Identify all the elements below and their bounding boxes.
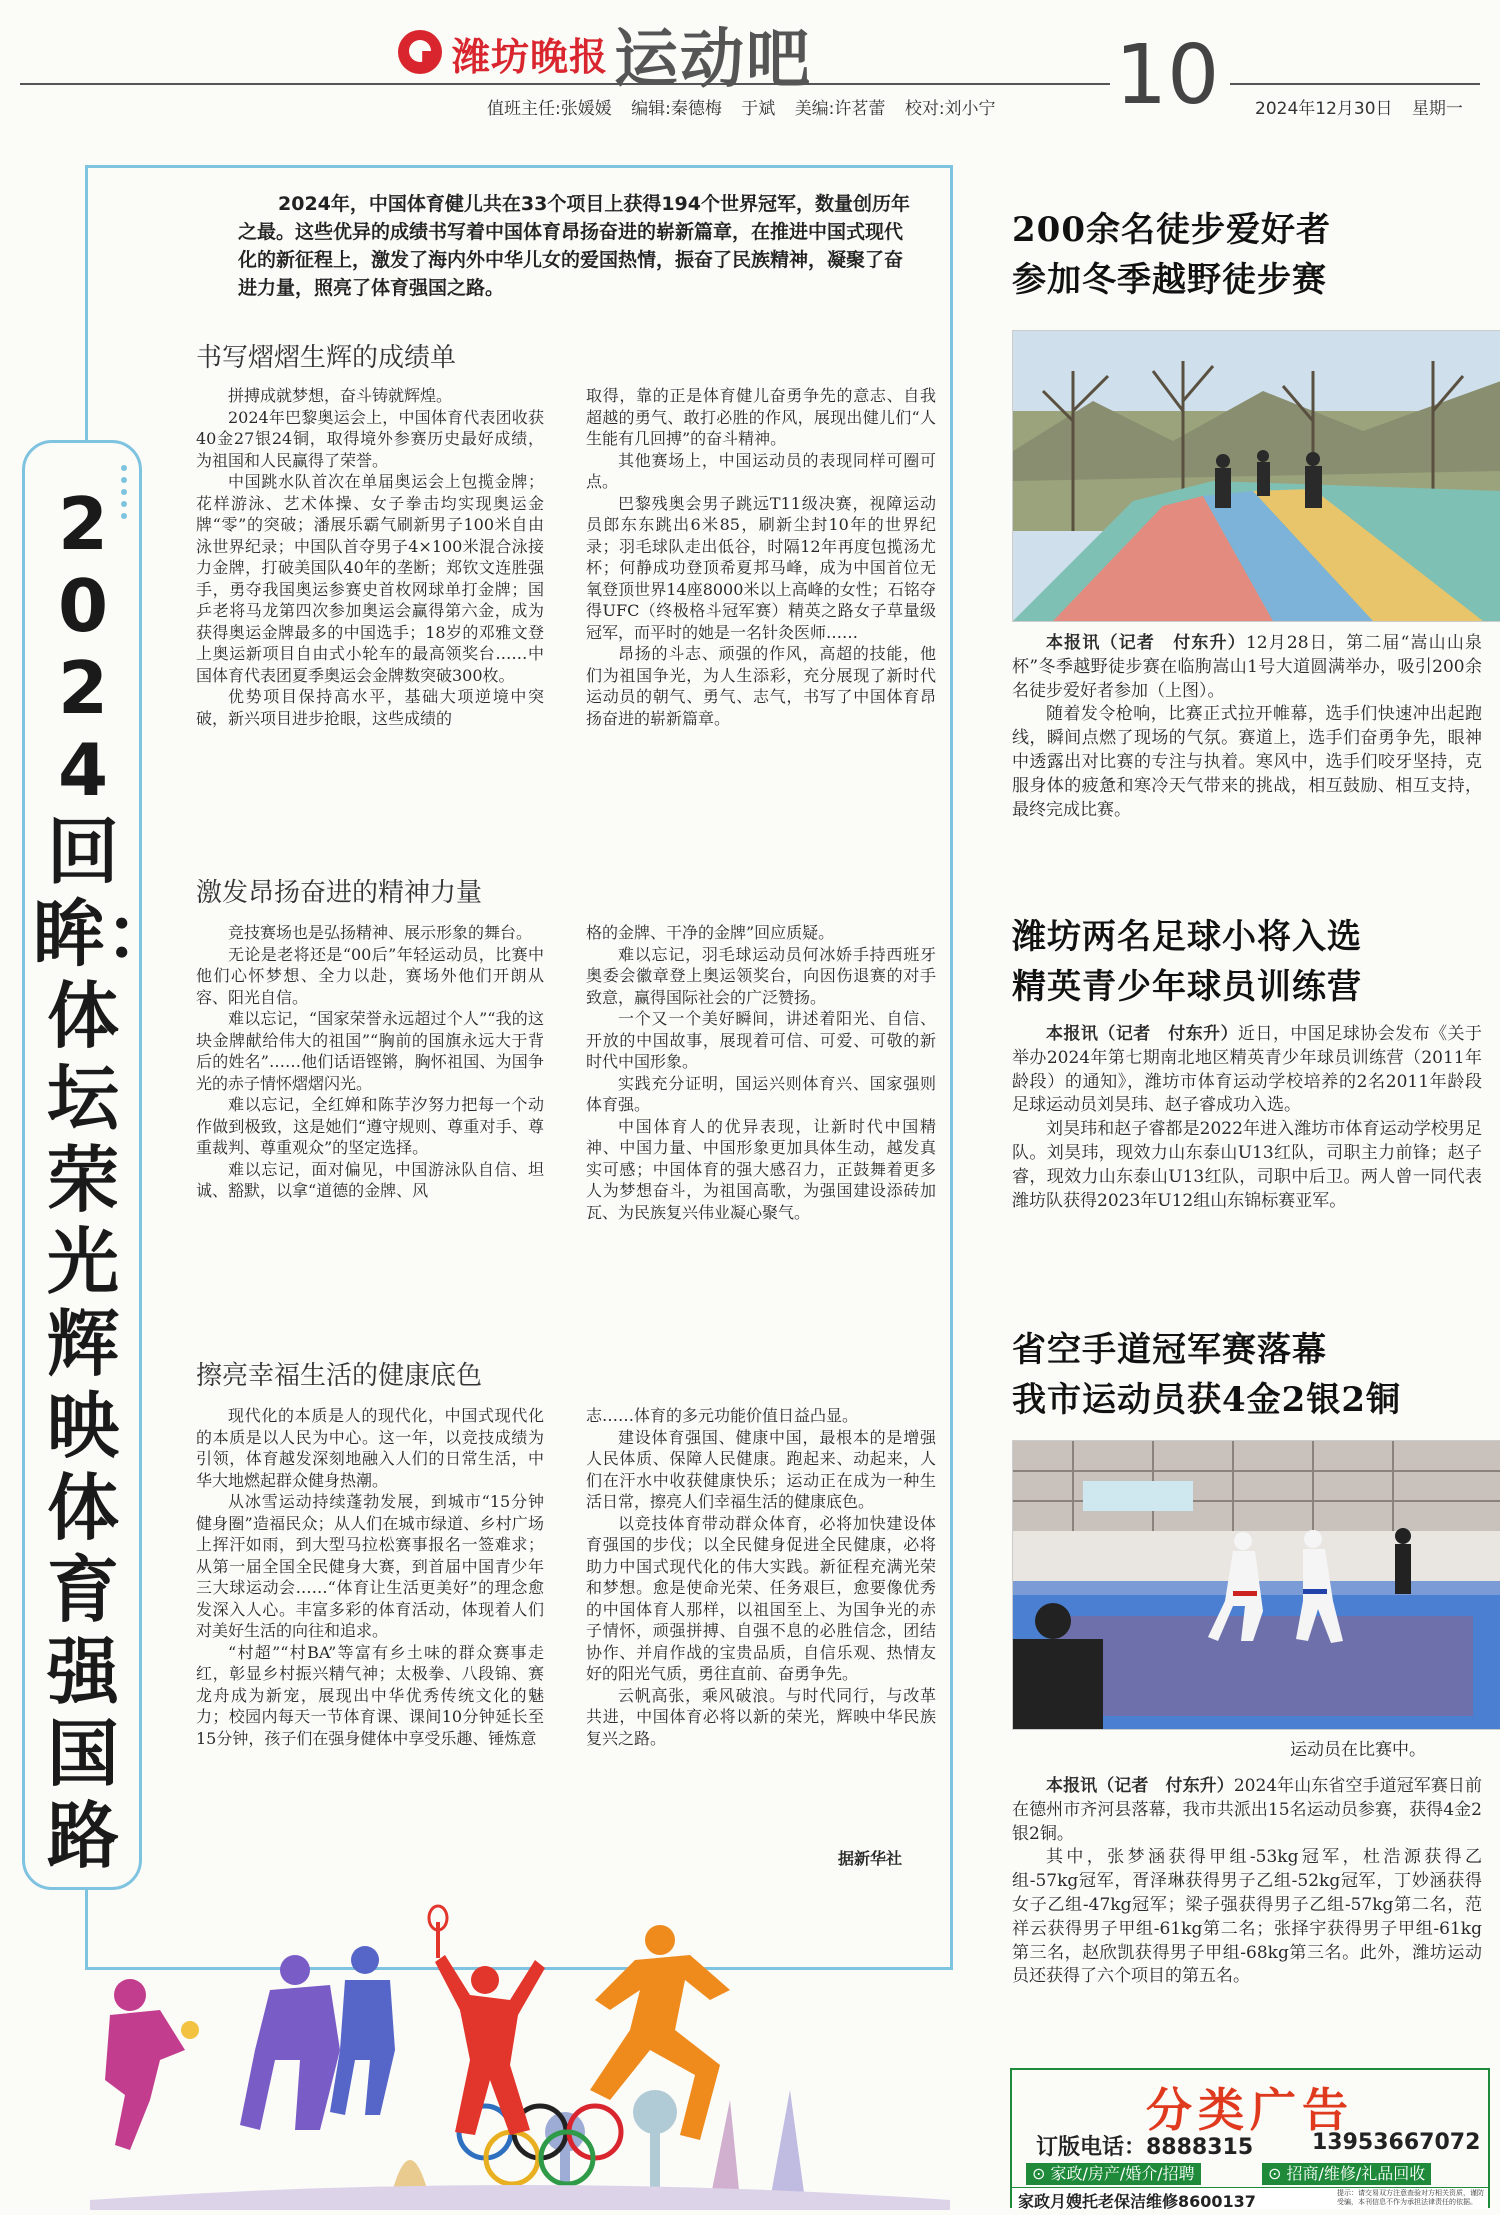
paragraph: 中国跳水队首次在单届奥运会上包揽金牌；花样游泳、艺术体操、女子拳击均实现奥运金牌“零”的突破；潘展乐霸气刷新男子100米自由泳世界纪录；中国队首夺男子4×100米混合泳接力金牌，打破美国队40年的垄断；郑钦文连胜强手，勇夺我国奥运参赛史首枚网球单打金牌；国乒老将马龙第四次参加奥运会赢得第六金，成为获得奥运金牌最多的中国选手；18岁的邓雅文登上奥运新项目自由式小轮车的最高领奖台……中国体育代表团夏季奥运会金牌数突破300枚。 [196, 472, 544, 685]
credit-duty: 值班主任:张媛媛 [487, 99, 612, 119]
ad-category-left: ⊙ 家政/房产/婚介/招聘 [1026, 2163, 1201, 2185]
masthead-rule [20, 83, 1110, 85]
paragraph: 无论是老将还是“00后”年轻运动员，比赛中他们心怀梦想、全力以赴，赛场外他们开朗从容、阳光自信。 [196, 944, 544, 1007]
masthead-rule-right [1230, 83, 1480, 85]
credit-editor-2: 于斌 [741, 99, 776, 119]
paragraph-text: 2024年山东省空手道冠军赛日前在德州市齐河县落幕，我市共派出15名运动员参赛，获得4金2银2铜。 [1012, 1776, 1483, 1844]
credit-editor: 编辑:秦德梅 [631, 99, 722, 119]
section-2-left-column [196, 922, 544, 1202]
paragraph: 取得，靠的正是体育健儿奋勇争先的意志、自我超越的勇气、敢打必胜的作风，展现出健儿们“人生能有几回搏”的奋斗精神。 [586, 386, 936, 448]
paragraph [1012, 1023, 1482, 1118]
paragraph: 昂扬的斗志、顽强的作风，高超的技能，他们为祖国争光，为人生添彩，充分展现了新时代运动员的朝气、勇气、志气，书写了中国体育昂扬奋进的崭新篇章。 [586, 644, 936, 728]
section-1-subtitle: 书写熠熠生辉的成绩单 [196, 343, 457, 373]
section-1-right-column [586, 385, 936, 729]
paragraph: 现代化的本质是人的现代化，中国式现代化的本质是以人民为中心。这一年，以竞技成绩为引领，体育越发深刻地融入人们的日常生活，中华大地燃起群众健身热潮。 [196, 1406, 544, 1490]
staff-credits [487, 94, 1010, 119]
section-3-subtitle: 擦亮幸福生活的健康底色 [196, 1361, 483, 1391]
karate-match-photo [1012, 1440, 1500, 1730]
weekday-text: 星期一 [1411, 99, 1463, 119]
hiking-race-photo [1012, 330, 1500, 622]
article2-body [1012, 1023, 1482, 1213]
headline-line: 潍坊两名足球小将入选 [1012, 917, 1362, 957]
paragraph: 志……体育的多元功能价值日益凸显。 [586, 1406, 859, 1425]
byline: 本报讯（记者 付东升） [1046, 1024, 1239, 1044]
ad-category-right-text: 招商/维修/礼品回收 [1286, 2164, 1426, 2183]
paragraph: 难以忘记，“国家荣誉永远超过个人”“我的这块金牌献给伟大的祖国”“胸前的国旗永远大于背后的姓名”……他们话语铿锵，胸怀祖国、为国争光的赤子情怀熠熠闪光。 [196, 1009, 544, 1093]
paragraph: 云帆高张，乘风破浪。与时代同行，与改革共进，中国体育必将以新的荣光，辉映中华民族复兴之路。 [586, 1685, 936, 1748]
paragraph: 建设体育强国、健康中国，最根本的是增强人民体质、保障人民健康。跑起来、动起来，人们在汗水中收获健康快乐；运动正在成为一种生活日常，擦亮人们幸福生活的健康底色。 [586, 1427, 936, 1511]
feature-title: 2024回眸：体坛荣光辉映体育强国路 [33, 482, 178, 1878]
paragraph [1012, 632, 1482, 703]
issue-date [1255, 94, 1477, 119]
headline-line: 精英青少年球员训练营 [1012, 967, 1362, 1007]
paragraph: 实践充分证明，国运兴则体育兴、国家强则体育强。 [586, 1073, 936, 1114]
ad-title: 分类广告 [1146, 2083, 1354, 2137]
byline: 本报讯（记者 付东升） [1046, 1776, 1234, 1796]
ad-phone-label: 订版电话：8888315 [1036, 2135, 1254, 2160]
paragraph: 其他赛场上，中国运动员的表现同样可圈可点。 [586, 450, 936, 491]
paragraph-text: 12月28日，第二届“嵩山山泉杯”冬季越野徒步赛在临朐嵩山1号大道圆满举办，吸引200余名徒步爱好者参加（上图）。 [1012, 633, 1482, 701]
headline-line: 省空手道冠军赛落幕 [1012, 1330, 1327, 1370]
byline: 本报讯（记者 付东升） [1046, 633, 1246, 653]
ad-footer-text: 家政月嫂托老保洁维修8600137 [1018, 2192, 1256, 2211]
paragraph: 拼搏成就梦想，奋斗铸就辉煌。 [228, 386, 453, 405]
paragraph [1012, 1775, 1482, 1846]
article3-body [1012, 1775, 1482, 1989]
sports-silhouette-illustration [90, 1900, 950, 2210]
paragraph: 巴黎残奥会男子跳远T11级决赛，视障运动员郎东东跳出6米85，刷新尘封10年的世界纪录；羽毛球队走出低谷，时隔12年再度包揽汤尤杯；何静成功登顶希夏邦马峰，成为中国首位无氧登顶世界14座8000米以上高峰的女性；石铭夺得UFC（终极格斗冠军赛）精英之路女子草量级冠军，而平时的她是一名针灸医师…… [586, 493, 936, 642]
paragraph: 从冰雪运动持续蓬勃发展，到城市“15分钟健身圈”造福民众；从人们在城市绿道、乡村广场上挥汗如雨，到大型马拉松赛事报名一签难求；从第一届全国全民健身大赛，到首届中国青少年三大球运动会……“体育让生活更美好”的理念愈发深入人心。丰富多彩的体育活动，体现着人们对美好生活的向往和追求。 [196, 1492, 544, 1640]
paragraph: “村超”“村BA”等富有乡土味的群众赛事走红，彰显乡村振兴精气神；太极拳、八段锦、赛龙舟成为新宠，展现出中华优秀传统文化的魅力；校园内每天一节体育课、课间10分钟延长至15分钟，孩子们在强身健体中享受乐趣、锤炼意 [196, 1642, 544, 1748]
ad-disclaimer: 提示：请交易双方注意查验对方相关资质，谨防受骗，本刊信息不作为承担法律责任的依据。 [1337, 2189, 1484, 2206]
section-3-right-column [586, 1405, 936, 1749]
classified-ad-box [1010, 2068, 1490, 2211]
page-number: 10 [1115, 28, 1220, 123]
article1-body [1012, 632, 1482, 822]
credit-proofreader: 校对:刘小宁 [904, 99, 996, 119]
photo-caption: 运动员在比赛中。 [1290, 1740, 1426, 1760]
paragraph: 难以忘记，全红婵和陈芋汐努力把每一个动作做到极致，这是她们“遵守规则、尊重对手、尊重裁判、尊重观众”的坚定选择。 [196, 1095, 544, 1157]
section-2-subtitle: 激发昂扬奋进的精神力量 [196, 878, 483, 908]
paragraph: 以竞技体育带动群众体育，必将加快建设体育强国的步伐；以全民健身促进全民健康，必将助力中国式现代化的伟大实践。新征程充满光荣和梦想。愈是使命光荣、任务艰巨，愈要像优秀的中国体育人那样，以祖国至上、为国争光的赤子情怀，顽强拼搏、自强不息的必胜信念，团结协作、并肩作战的宝贵品质，自信乐观、热情友好的阳光气质，勇往直前、奋勇争先。 [586, 1513, 936, 1683]
paragraph: 难以忘记，面对偏见，中国游泳队自信、坦诚、豁默，以拿“道德的金牌、风 [196, 1159, 544, 1200]
paragraph: 优势项目保持高水平，基础大项逆境中突破，新兴项目进步抢眼，这些成绩的 [196, 687, 544, 728]
masthead [0, 0, 1500, 130]
feature-vertical-title-box [22, 440, 178, 1890]
paragraph: 竞技赛场也是弘扬精神、展示形象的舞台。 [228, 923, 533, 942]
credit-designer: 美编:许茗蕾 [794, 99, 886, 119]
ad-category-right: ⊙ 招商/维修/礼品回收 [1262, 2163, 1431, 2185]
paragraph: 难以忘记，羽毛球运动员何冰娇手持西班牙奥委会徽章登上奥运领奖台，向因伤退赛的对手致意，赢得国际社会的广泛赞扬。 [586, 944, 936, 1007]
article-source: 据新华社 [838, 1849, 903, 1868]
paragraph: 随着发令枪响，比赛正式拉开帷幕，选手们快速冲出起跑线，瞬间点燃了现场的气氛。赛道上，选手们奋勇争先，眼神中透露出对比赛的专注与执着。寒风中，选手们咬牙坚持，克服身体的疲惫和寒冷天气带来的挑战，相互鼓励、相互支持，最终完成比赛。 [1012, 704, 1482, 820]
date-text: 2024年12月30日 [1255, 99, 1393, 119]
paper-name: 潍坊晚报 [452, 35, 609, 79]
ad-category-left-text: 家政/房产/婚介/招聘 [1050, 2164, 1195, 2183]
article2-headline [1012, 912, 1482, 1012]
paragraph: 格的金牌、干净的金牌”回应质疑。 [586, 923, 835, 942]
article1-headline [1012, 205, 1482, 305]
headline-line: 200余名徒步爱好者 [1012, 210, 1331, 250]
section-3-left-column [196, 1405, 544, 1749]
paragraph: 刘昊玮和赵子睿都是2022年进入潍坊市体育运动学校男足队。刘昊玮，现效力山东泰山U13红队，司职主力前锋；赵子睿，现效力山东泰山U13红队，司职中后卫。两人曾一同代表潍坊队获得2023年U12组山东锦标赛亚军。 [1012, 1119, 1482, 1211]
feature-lead: 2024年，中国体育健儿共在33个项目上获得194个世界冠军，数量创历年之最。这些优异的成绩书写着中国体育昂扬奋进的崭新篇章，在推进中国式现代化的新征程上，激发了海内外中华儿女的爱国热情，振奋了民族精神，凝聚了奋进力量，照亮了体育强国之路。 [238, 193, 910, 299]
headline-line: 参加冬季越野徒步赛 [1012, 260, 1327, 300]
paragraph: 2024年巴黎奥运会上，中国体育代表团收获40金27银24铜，取得境外参赛历史最好成绩，为祖国和人民赢得了荣誉。 [196, 407, 544, 470]
section-name: 运动吧 [614, 23, 812, 97]
paragraph: 一个又一个美好瞬间，讲述着阳光、自信、开放的中国故事，展现着可信、可爱、可敬的新时代中国形象。 [586, 1009, 936, 1071]
headline-line: 我市运动员获4金2银2铜 [1012, 1380, 1401, 1420]
section-1-left-column [196, 385, 544, 729]
newspaper-logo-icon [398, 30, 442, 74]
paragraph: 中国体育人的优异表现，让新时代中国精神、中国力量、中国形象更加具体生动，越发真实可感；中国体育的强大感召力，正鼓舞着更多人为梦想奋斗，为祖国高歌，为强国建设添砖加瓦、为民族复兴伟业凝心聚气。 [586, 1116, 936, 1222]
paragraph: 其中，张梦涵获得甲组-53kg冠军，杜浩源获得乙组-57kg冠军，胥泽琳获得男子乙组-52kg冠军，丁妙涵获得女子乙组-47kg冠军；梁子强获得男子乙组-57kg第二名，范祥云获得男子甲组-61kg第二名；张择宇获得男子甲组-61kg第三名，赵欣凯获得男子甲组-68kg第三名。此外，潍坊运动员还获得了六个项目的第五名。 [1012, 1847, 1482, 1987]
section-2-right-column [586, 922, 936, 1223]
paragraph-text: 近日，中国足球协会发布《关于举办2024年第七期南北地区精英青少年球员训练营（2011年龄段）的通知》，潍坊市体育运动学校培养的2名2011年龄段足球运动员刘昊玮、赵子睿成功入选。 [1012, 1024, 1483, 1116]
article3-headline [1012, 1325, 1482, 1425]
ad-phone-mobile: 13953667072 [1312, 2130, 1481, 2155]
